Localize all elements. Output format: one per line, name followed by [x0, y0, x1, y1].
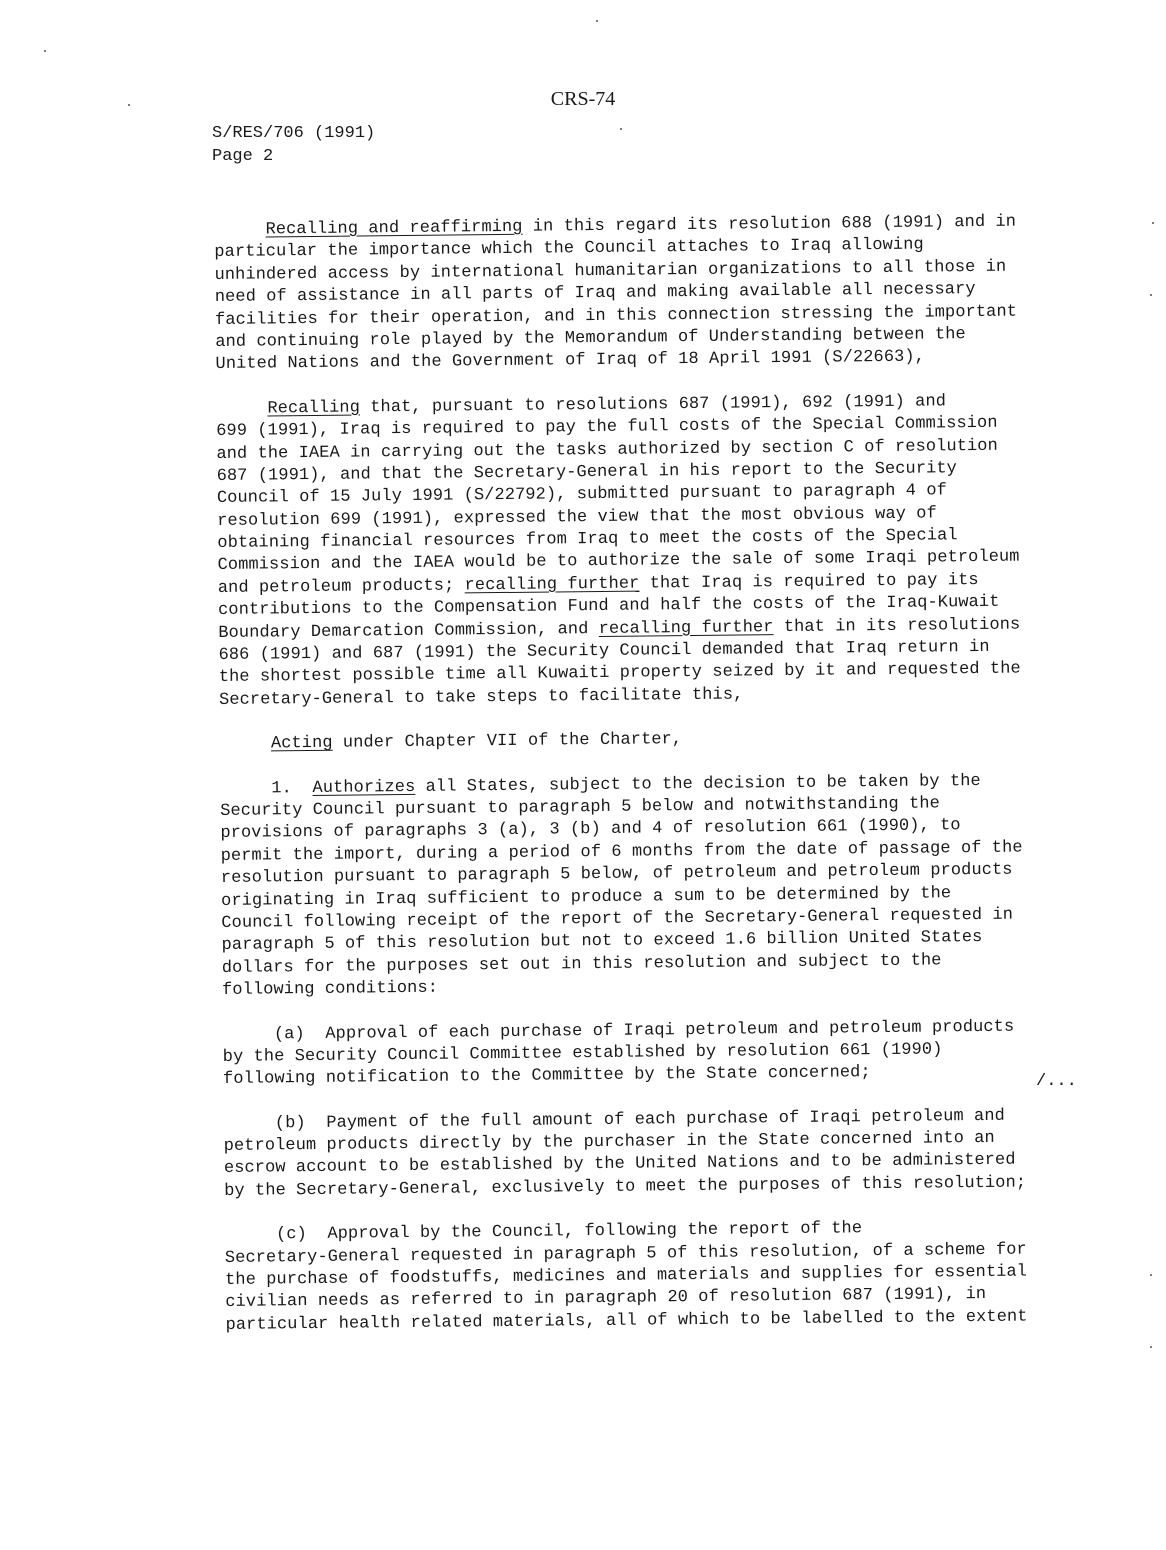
scan-speck [1150, 294, 1152, 296]
underlined-phrase: Acting [270, 733, 333, 754]
crs-page-number: CRS-74 [550, 88, 616, 110]
scan-speck [128, 104, 130, 106]
scan-speck [620, 128, 622, 130]
scan-speck [1152, 222, 1154, 224]
resolution-body [214, 211, 1096, 1359]
document-reference [212, 122, 375, 168]
subparagraph-a: (a) Approval of each purchase of Iraqi petroleum and petroleum products by the Security Council Committee established by resolution 661 (1990) following notification to the Committee by the State concerned; [222, 1017, 1015, 1090]
scan-speck [1150, 1346, 1152, 1348]
continuation-mark: /... [1036, 1072, 1077, 1091]
underlined-phrase: Recalling [267, 398, 361, 419]
paragraph-1-authorizes: 1. Authorizes all States, subject to the decision to be taken by the Security Council pursuant to paragraph 5 below and notwithstanding the provisions of paragraphs 3 (a), 3 (b) and 4 of resolution 661 (1990), to permit the import, during a period of 6 months from the date of passage of the resolution pursuant to paragraph 5 below, of petroleum and petroleum products originating in Iraq sufficient to produce a sum to be determined by the Council following receipt of the report of the Secretary-General requested in paragraph 5 of this resolution but not to exceed 1.6 billion United States dollars for the purposes set out in this resolution and subject to the following conditions: [219, 771, 1023, 1001]
paragraph-recalling: Recalling that, pursuant to resolutions 687 (1991), 692 (1991) and 699 (1991), Iraq is required to pay the full costs of the Special Commission and the IAEA in carrying out the tasks authorized by section C of resolution 687 (1991), and that the Secretary-General in his report to the Security Council of 15 July 1991 (S/22792), submitted pursuant to paragraph 4 of resolution 699 (1991), expressed the view that the most obvious way of obtaining financial resources from Iraq to meet the costs of the Special Commission and the IAEA would be to authorize the sale of some Iraqi petroleum and petroleum products; recalling further that Iraq is required to pay its contributions to the Compensation Fund and half the costs of the Iraq-Kuwait Boundary Demarcation Commission, and recalling further that in its resolutions 686 (1991) and 687 (1991) the Security Council demanded that Iraq return in the shortest possible time all Kuwaiti property seized by it and requested the Secretary-General to take steps to facilitate this, [216, 392, 1021, 710]
paragraph-acting: Acting under Chapter VII of the Charter, [270, 730, 683, 754]
document-page-label: Page 2 [212, 147, 274, 166]
underlined-phrase: Authorizes [312, 777, 416, 798]
underlined-phrase: recalling further [598, 617, 774, 639]
scan-speck [1150, 1274, 1152, 1276]
subparagraph-b: (b) Payment of the full amount of each purchase of Iraqi petroleum and petroleum products directly by the purchaser in the State concerned into an escrow account to be established by the United Nations and to be administered by the Secretary-General, exclusively to meet the purposes of this resolution; [223, 1106, 1027, 1201]
scan-speck [44, 50, 46, 52]
subparagraph-c: (c) Approval by the Council, following the report of the Secretary-General requested in paragraph 5 of this resolution, of a scheme for the purchase of foodstuffs, medicines and materials and supplies for essential civilian needs as referred to in paragraph 20 of resolution 687 (1991), in particular health related materials, all of which to be labelled to the extent [224, 1219, 1028, 1335]
document-symbol: S/RES/706 (1991) [212, 124, 376, 143]
underlined-phrase: Recalling and reaffirming [265, 217, 523, 240]
paragraph-recalling-reaffirming: Recalling and reaffirming in this regard its resolution 688 (1991) and in particular the importance which the Council attaches to Iraq allowing unhindered access by international humanitarian organizations to all those in need of assistance in all parts of Iraq and making available all necessary facilities for their operation, and in this connection stressing the important and continuing role played by the Memorandum of Understanding between the United Nations and the Government of Iraq of 18 April 1991 (S/22663), [214, 212, 1018, 375]
underlined-phrase: recalling further [464, 574, 640, 596]
scan-speck [596, 20, 598, 22]
